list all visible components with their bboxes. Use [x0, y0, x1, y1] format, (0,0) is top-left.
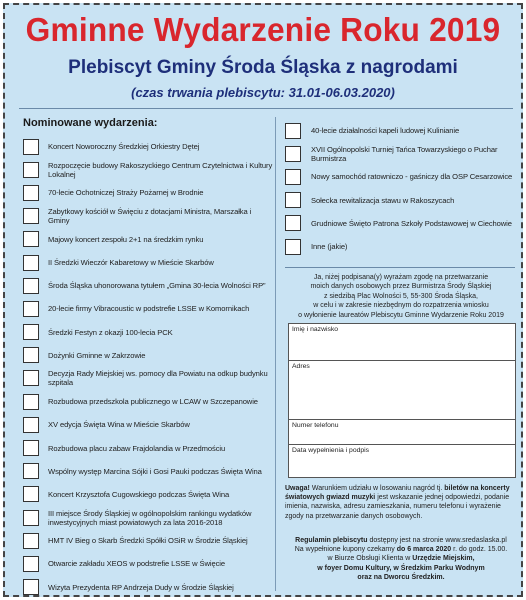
- nomination-option[interactable]: [285, 165, 515, 188]
- nominations-left-column: [23, 117, 273, 599]
- notice-text: jest wskazanie jednej odpowiedzi, podanie imienia, nazwiska, adresu zamieszkania, numeru telefonu i wyrażenie zgody na przetwarzanie danych osobowych.: [285, 494, 510, 520]
- nomination-label: Nowy samochód ratowniczo - gaśniczy dla OSP Cesarzowice: [311, 172, 513, 182]
- nomination-label: 20-lecie firmy Vibracoustic w podstrefie LSSE w Komornikach: [48, 304, 250, 314]
- nominations-right-column: [285, 119, 515, 258]
- phone-field[interactable]: [288, 419, 516, 445]
- nomination-label: Inne (jakie): [311, 242, 348, 252]
- nomination-option[interactable]: [23, 576, 273, 599]
- vote-checkbox[interactable]: [23, 486, 39, 502]
- nomination-label: Otwarcie zakładu XEOS w podstrefie LSSE w Święcie: [48, 559, 226, 569]
- nomination-label: Wizyta Prezydenta RP Andrzeja Dudy w Środzie Śląskiej: [48, 582, 234, 592]
- vote-checkbox[interactable]: [285, 215, 301, 231]
- vote-checkbox[interactable]: [23, 301, 39, 317]
- vote-checkbox[interactable]: [23, 208, 39, 224]
- nomination-label: Wspólny występ Marcina Sójki i Gosi Pauki podczas Święta Wina: [48, 466, 262, 476]
- vote-checkbox[interactable]: [23, 533, 39, 549]
- regulations-location: oraz na Dworcu Średzkim.: [357, 573, 445, 581]
- page-subtitle: Plebiscyt Gminy Środa Śląska z nagrodami: [68, 57, 458, 78]
- nominations-right-list: [285, 119, 515, 258]
- consent-line: z siedzibą Plac Wolności 5, 55-300 Środa Śląska,: [324, 292, 478, 300]
- vote-checkbox[interactable]: [23, 394, 39, 410]
- nomination-label: Rozbudowa placu zabaw Frajdolandia w Przedmościu: [48, 443, 226, 453]
- nomination-option[interactable]: [23, 228, 273, 251]
- regulations-location: w foyer Domu Kultury, w Średzkim Parku Wodnym: [317, 564, 485, 572]
- vote-checkbox[interactable]: [23, 440, 39, 456]
- consent-line: o wyłonienie laureatów Plebiscytu Gminne Wydarzenie Roku 2019: [298, 311, 504, 319]
- nomination-option[interactable]: [23, 251, 273, 274]
- participation-notice: [285, 484, 517, 521]
- vote-checkbox[interactable]: [23, 162, 39, 178]
- nomination-label: Sołecka rewitalizacja stawu w Rakoszycach: [311, 195, 455, 205]
- nomination-label: XV edycja Święta Wina w Mieście Skarbów: [48, 420, 190, 430]
- regulations-text: Na wypełnione kupony czekamy: [294, 546, 397, 554]
- phone-field-label: Numer telefonu: [292, 422, 339, 429]
- nomination-label: Zabytkowy kościół w Święciu z dotacjami Ministra, Marszałka i Gminy: [48, 207, 252, 226]
- date-signature-field-label: Data wypełnienia i podpis: [292, 447, 370, 454]
- nomination-label: 70-lecie Ochotniczej Straży Pożarnej w Brodnie: [48, 188, 204, 198]
- name-field-label: Imię i nazwisko: [292, 326, 339, 333]
- nominations-left-list: [23, 135, 273, 599]
- nomination-label: Dożynki Gminne w Zakrzowie: [48, 350, 146, 360]
- nomination-option[interactable]: [285, 212, 515, 235]
- consent-statement: [285, 273, 517, 320]
- plebiscite-period: (czas trwania plebiscytu: 31.01-06.03.2020): [131, 85, 395, 100]
- notice-lead: Uwaga!: [285, 485, 310, 492]
- nomination-label: Środa Śląska uhonorowana tytułem „Gmina 30-lecia Wolności RP”: [48, 281, 266, 291]
- nomination-label: HMT IV Bieg o Skarb Średzki Spółki OSiR w Środzie Śląskiej: [48, 536, 248, 546]
- column-divider: [275, 117, 276, 591]
- notice-prize: biletów na koncerty światowych gwiazd muzyki: [285, 485, 510, 502]
- vote-checkbox[interactable]: [23, 231, 39, 247]
- nomination-label: Koncert Krzysztofa Cugowskiego podczas Święta Wina: [48, 489, 230, 499]
- vote-checkbox[interactable]: [23, 579, 39, 595]
- nomination-label: Grudniowe Święto Patrona Szkoły Podstawowej w Ciechowie: [311, 218, 512, 228]
- nomination-option[interactable]: [23, 297, 273, 320]
- nomination-label: 40-lecie działalności kapeli ludowej Kulinianie: [311, 126, 460, 136]
- address-field-label: Adres: [292, 363, 310, 370]
- nomination-option[interactable]: [23, 552, 273, 575]
- nomination-option[interactable]: [285, 235, 515, 258]
- nomination-option[interactable]: [23, 344, 273, 367]
- vote-checkbox[interactable]: [23, 347, 39, 363]
- nomination-option[interactable]: [285, 189, 515, 212]
- vote-checkbox[interactable]: [23, 139, 39, 155]
- consent-line: Ja, niżej podpisana(y) wyrażam zgodę na przetwarzanie: [313, 274, 489, 281]
- address-field[interactable]: [288, 360, 516, 420]
- nomination-option[interactable]: [23, 158, 273, 181]
- nomination-label: Koncert Noworoczny Średzkiej Orkiestry Dętej: [48, 142, 200, 152]
- regulations-text: dostępny jest na stronie www.sredaslaska.pl: [367, 537, 507, 544]
- vote-checkbox[interactable]: [23, 417, 39, 433]
- vote-checkbox[interactable]: [285, 169, 301, 185]
- consent-line: moich danych osobowych przez Burmistrza Środy Śląskiej: [310, 283, 492, 291]
- name-field[interactable]: [288, 323, 516, 361]
- nomination-option[interactable]: [285, 142, 515, 165]
- nomination-option[interactable]: [23, 205, 273, 228]
- nominations-heading: Nominowane wydarzenia:: [23, 117, 158, 129]
- nomination-option[interactable]: [23, 483, 273, 506]
- regulations-text: r. do godz. 15.00.: [451, 546, 508, 554]
- nomination-label: Rozpoczęcie budowy Rakoszyckiego Centrum Czytelnictwa i Kultury Lokalnej: [48, 160, 273, 179]
- nomination-label: Średzki Festyn z okazji 100-lecia PCK: [48, 327, 173, 337]
- vote-checkbox[interactable]: [23, 185, 39, 201]
- nomination-label: Rozbudowa przedszkola publicznego w LCAW w Szczepanowie: [48, 397, 258, 407]
- date-signature-field[interactable]: [288, 444, 516, 478]
- vote-checkbox[interactable]: [285, 123, 301, 139]
- consent-divider: [285, 267, 515, 268]
- vote-checkbox[interactable]: [23, 510, 39, 526]
- page-title: Gminne Wydarzenie Roku 2019: [25, 11, 501, 48]
- vote-checkbox[interactable]: [23, 370, 39, 386]
- notice-text: Warunkiem udziału w losowaniu nagród tj.: [309, 485, 445, 492]
- regulations-lead: Regulamin plebiscytu: [295, 537, 368, 544]
- nomination-label: Decyzja Rady Miejskiej ws. pomocy dla Powiatu na odkup budynku szpitala: [48, 369, 268, 388]
- regulations-location: Urzędzie Miejskim,: [412, 555, 475, 563]
- vote-checkbox[interactable]: [285, 239, 301, 255]
- vote-checkbox[interactable]: [23, 255, 39, 271]
- nomination-option[interactable]: [23, 274, 273, 297]
- vote-checkbox[interactable]: [285, 146, 301, 162]
- nomination-label: Majowy koncert zespołu 2+1 na średzkim rynku: [48, 234, 204, 244]
- nomination-option[interactable]: [23, 390, 273, 413]
- nomination-label: II Średzki Wieczór Kabaretowy w Mieście Skarbów: [48, 258, 214, 268]
- regulations-deadline: do 6 marca 2020: [396, 546, 452, 554]
- nomination-option[interactable]: [23, 436, 273, 459]
- header-divider: [19, 108, 513, 109]
- regulations-info: [285, 536, 517, 582]
- vote-checkbox[interactable]: [285, 192, 301, 208]
- nomination-option[interactable]: [23, 321, 273, 344]
- nomination-option[interactable]: [23, 135, 273, 158]
- vote-checkbox[interactable]: [23, 324, 39, 340]
- nomination-option[interactable]: [23, 460, 273, 483]
- vote-checkbox[interactable]: [23, 463, 39, 479]
- nomination-option[interactable]: [285, 119, 515, 142]
- nomination-option[interactable]: [23, 181, 273, 204]
- voting-coupon: [3, 3, 523, 597]
- regulations-text: w Biurze Obsługi Klienta w: [327, 555, 413, 563]
- nomination-label: XVII Ogólnopolski Turniej Tańca Towarzyskiego o Puchar Burmistrza: [311, 144, 498, 163]
- nomination-option[interactable]: [23, 506, 273, 529]
- consent-line: w celu i w zakresie niezbędnym do rozpatrzenia wniosku: [313, 302, 489, 310]
- nomination-option[interactable]: [23, 413, 273, 436]
- nomination-option[interactable]: [23, 529, 273, 552]
- vote-checkbox[interactable]: [23, 278, 39, 294]
- nomination-label: III miejsce Środy Śląskiej w ogólnopolskim rankingu wydatków inwestycyjnych miast powiatowych za lata 2016-2018: [48, 508, 252, 527]
- nomination-option[interactable]: [23, 367, 273, 390]
- vote-checkbox[interactable]: [23, 556, 39, 572]
